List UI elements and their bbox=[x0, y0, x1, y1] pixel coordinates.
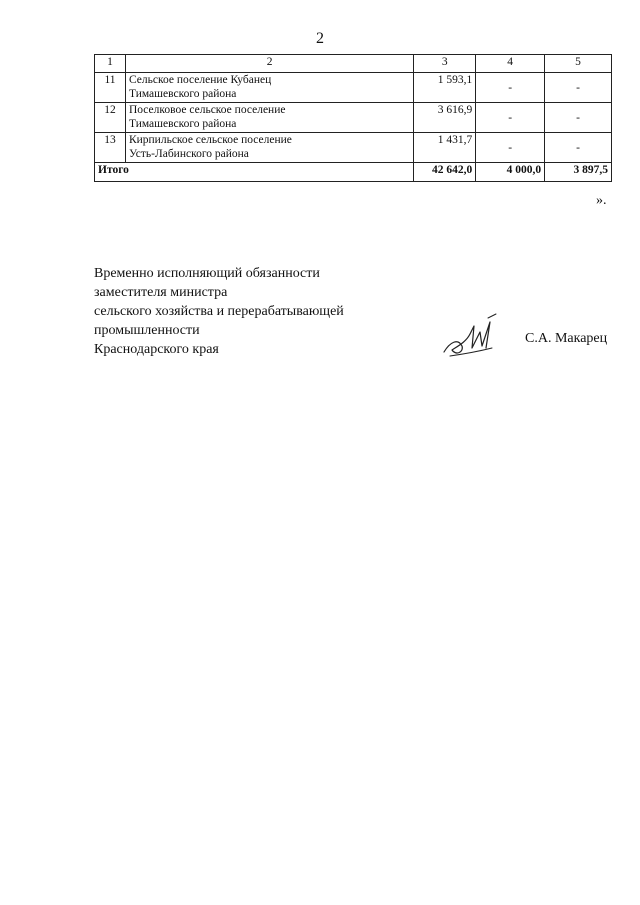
amount-col-4: - bbox=[476, 133, 545, 163]
amount-col-3: 3 616,9 bbox=[414, 103, 476, 133]
header-col-5: 5 bbox=[545, 55, 612, 73]
total-col-3: 42 642,0 bbox=[414, 163, 476, 182]
page-number: 2 bbox=[316, 30, 324, 47]
header-col-4: 4 bbox=[476, 55, 545, 73]
table-row bbox=[95, 133, 612, 163]
header-col-2: 2 bbox=[125, 55, 413, 73]
amount-col-4: - bbox=[476, 73, 545, 103]
total-col-5: 3 897,5 bbox=[545, 163, 612, 182]
budget-table bbox=[94, 54, 612, 182]
amount-col-5: - bbox=[545, 133, 612, 163]
settlement-name-line1: Кирпильское сельское поселение bbox=[128, 134, 292, 146]
settlement-name-line2: Тимашевского района bbox=[128, 118, 237, 130]
amount-col-5: - bbox=[545, 73, 612, 103]
row-number: 12 bbox=[95, 103, 126, 133]
signer-position-line: сельского хозяйства и перерабатывающей bbox=[94, 304, 344, 319]
row-number: 11 bbox=[95, 73, 126, 103]
total-label: Итого bbox=[95, 163, 414, 182]
signer-name: С.А. Макарец bbox=[525, 331, 608, 346]
signer-position-line: заместителя министра bbox=[94, 285, 228, 300]
signer-position-line: Временно исполняющий обязанности bbox=[94, 266, 320, 281]
settlement-name-line2: Усть-Лабинского района bbox=[128, 148, 249, 160]
total-row bbox=[95, 163, 612, 182]
closing-quote: ». bbox=[596, 193, 607, 208]
settlement-name-line2: Тимашевского района bbox=[128, 88, 237, 100]
table-row bbox=[95, 103, 612, 133]
settlement-name-line1: Поселковое сельское поселение bbox=[128, 104, 286, 116]
settlement-name bbox=[125, 73, 413, 103]
amount-col-3: 1 593,1 bbox=[414, 73, 476, 103]
table-header-row bbox=[95, 55, 612, 73]
signer-position-line: промышленности bbox=[94, 323, 200, 338]
header-col-3: 3 bbox=[414, 55, 476, 73]
table-row bbox=[95, 73, 612, 103]
handwritten-signature bbox=[440, 312, 502, 360]
total-col-4: 4 000,0 bbox=[476, 163, 545, 182]
signer-position-line: Краснодарского края bbox=[94, 342, 219, 357]
amount-col-3: 1 431,7 bbox=[414, 133, 476, 163]
settlement-name bbox=[125, 133, 413, 163]
amount-col-4: - bbox=[476, 103, 545, 133]
header-col-1: 1 bbox=[95, 55, 126, 73]
amount-col-5: - bbox=[545, 103, 612, 133]
row-number: 13 bbox=[95, 133, 126, 163]
settlement-name bbox=[125, 103, 413, 133]
signature-block bbox=[94, 264, 344, 359]
settlement-name-line1: Сельское поселение Кубанец bbox=[128, 74, 272, 86]
